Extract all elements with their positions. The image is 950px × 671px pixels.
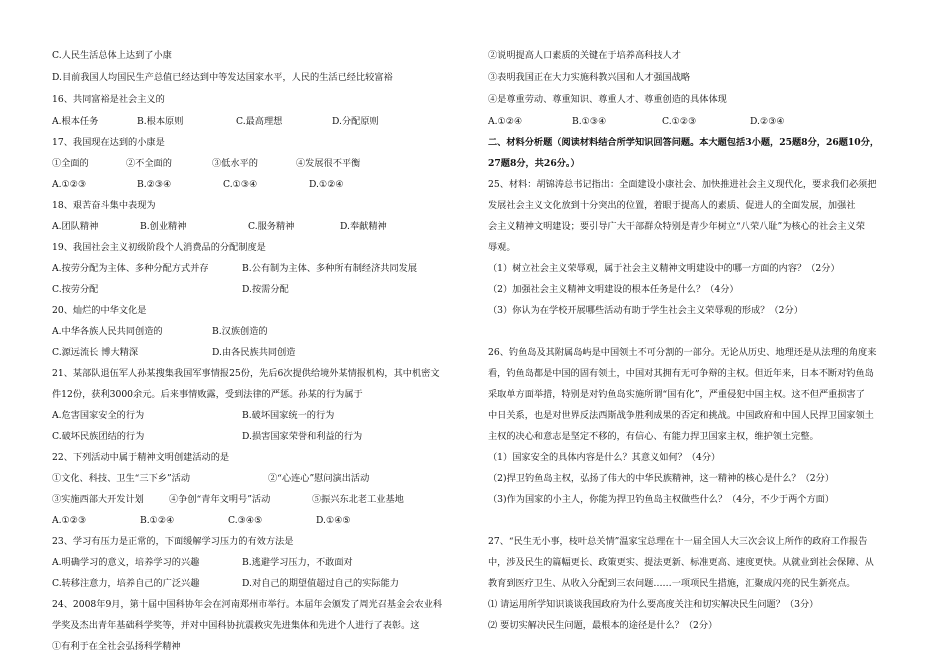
q21-option-b: B.破坏国家统一的行为 (242, 410, 335, 421)
q24-item-1: ①有利于在全社会弘扬科学精神 (52, 641, 181, 652)
q21-options-cd (52, 430, 457, 443)
q17-item-1: ①全面的 (52, 158, 89, 169)
q25-material-line3: 会主义精神文明建设；要引导广大干部群众特别是青少年树立“八荣八耻”为核心的社会主义荣 (488, 221, 865, 232)
q27-material-line1: 27、“民生无小事，枝叶总关情”温家宝总理在十一届全国人大三次会议上所作的政府工作报告 (488, 536, 868, 547)
q20-stem: 20、灿烂的中华文化是 (52, 305, 147, 316)
q24-stem-line2: 学奖及杰出青年基础科学奖等，并对中国科协抗震救灾先进集体和先进个人进行了表彰。这 (52, 620, 420, 631)
q18-options (52, 220, 457, 233)
q26-sub-2: （2)捍卫钓鱼岛主权，弘扬了伟大的中华民族精神，这一精神的核心是什么？（2分） (488, 473, 835, 484)
q23-options-cd (52, 577, 457, 590)
q22-item-1: ①文化、科技、卫生“三下乡”活动 (52, 473, 191, 484)
q22-items-row1 (52, 472, 457, 485)
q17-items (52, 157, 457, 170)
q24-item-3: ③表明我国正在大力实施科教兴国和人才强国战略 (488, 72, 691, 83)
q23-option-a: A.明确学习的意义，培养学习的兴趣 (52, 557, 200, 568)
q22-stem: 22、下列活动中属于精神文明创建活动的是 (52, 452, 230, 463)
q15-option-d: D.目前我国人均国民生产总值已经达到中等发达国家水平，人民的生活已经比较富裕 (52, 72, 393, 83)
q24-stem-line1: 24、2008年9月，第十届中国科协年会在河南郑州市举行。本届年会颁发了周光召基金会农业科 (52, 599, 443, 610)
q16-option-b: B.根本原则 (137, 116, 184, 127)
q25-sub-2: （2）加强社会主义精神文明建设的根本任务是什么？（4分） (488, 284, 739, 295)
q21-option-d: D.损害国家荣誉和利益的行为 (242, 431, 363, 442)
q24-option-a: A.①②④ (488, 116, 523, 127)
q26-material-line3: 采取单方面举措，特别是对钓鱼岛实施所谓“国有化”，严重侵犯中国主权。这不但严重损害了 (488, 389, 865, 400)
q22-item-4: ④争创“青年文明号”活动 (169, 494, 271, 505)
q24-options (488, 115, 908, 128)
q26-sub-3: （3)作为国家的小主人，你能为捍卫钓鱼岛主权做些什么？（4分，不少于两个方面） (488, 494, 835, 505)
q16-option-d: D.分配原则 (332, 116, 379, 127)
q25-material-line1: 25、材料：胡锦涛总书记指出：全面建设小康社会、加快推进社会主义现代化，要求我们必须把 (488, 179, 877, 190)
q22-items-row2 (52, 493, 457, 506)
q20-option-c: C.源远流长 博大精深 (52, 347, 139, 358)
q16-options (52, 115, 457, 128)
q17-item-3: ③低水平的 (212, 158, 258, 169)
q22-item-5: ⑤振兴东北老工业基地 (312, 494, 404, 505)
q18-option-d: D.奉献精神 (340, 221, 387, 232)
q18-stem: 18、艰苦奋斗集中表现为 (52, 200, 156, 211)
q21-stem-line1: 21、某部队退伍军人孙某搜集我国军事情报25份，先后6次提供给境外某情报机构，其中机密文 (52, 368, 440, 379)
q24-option-b: B.①③④ (572, 116, 607, 127)
q19-option-d: D.按需分配 (242, 284, 289, 295)
q22-item-3: ③实施西部大开发计划 (52, 494, 144, 505)
q19-stem: 19、我国社会主义初级阶段个人消费品的分配制度是 (52, 242, 266, 253)
q22-options (52, 514, 457, 527)
q25-material-line2: 发展社会主义文化放到十分突出的位置，着眼于提高人的素质、促进人的全面发展，加强社 (488, 200, 856, 211)
q20-options-cd (52, 346, 457, 359)
q21-stem-line2: 件12份，获利3000余元。后来事情败露，受到法律的严惩。孙某的行为属于 (52, 389, 363, 400)
q21-option-a: A.危害国家安全的行为 (52, 410, 145, 421)
q17-item-2: ②不全面的 (126, 158, 172, 169)
q19-option-b: B.公有制为主体、多种所有制经济共同发展 (242, 263, 418, 274)
q24-item-4: ④是尊重劳动、尊重知识、尊重人才、尊重创造的具体体现 (488, 94, 727, 105)
q24-option-c: C.①②③ (662, 116, 697, 127)
q26-material-line2: 看，钓鱼岛都是中国的固有领土，中国对其拥有无可争辩的主权。但近年来，日本不断对钓鱼岛 (488, 368, 874, 379)
q17-stem: 17、我国现在达到的小康是 (52, 137, 165, 148)
q22-option-b: B.①②④ (140, 515, 175, 526)
q17-option-c: C.①③④ (223, 179, 258, 190)
q22-item-2: ②“心连心”慰问演出活动 (268, 473, 370, 484)
q20-option-d: D.由各民族共同创造 (212, 347, 296, 358)
q20-option-a: A.中华各族人民共同创造的 (52, 326, 163, 337)
q19-options-cd (52, 283, 457, 296)
q23-stem: 23、学习有压力是正常的，下面缓解学习压力的有效方法是 (52, 536, 294, 547)
q20-option-b: B.汉族创造的 (212, 326, 268, 337)
q26-material-line5: 主权的决心和意志是坚定不移的，有信心、有能力捍卫国家主权，维护领土完整。 (488, 431, 819, 442)
q25-sub-1: （1）树立社会主义荣辱观，属于社会主义精神文明建设中的哪一方面的内容？（2分） (488, 263, 840, 274)
q23-option-b: B.逃避学习压力，不敢面对 (242, 557, 353, 568)
q22-option-c: C.③④⑤ (228, 515, 263, 526)
q19-option-c: C.按劳分配 (52, 284, 99, 295)
q17-option-a: A.①②③ (52, 179, 87, 190)
q27-material-line3: 教育到医疗卫生、从收入分配到三农问题……一项项民生措施，汇聚成闪亮的民生新亮点。 (488, 578, 856, 589)
q25-sub-3: （3）你认为在学校开展哪些活动有助于学生社会主义荣辱观的形成？（2分） (488, 305, 803, 316)
q27-sub-1: ⑴ 请运用所学知识谈谈我国政府为什么要高度关注和切实解决民生问题？（3分） (488, 599, 819, 610)
q22-option-d: D.①④⑤ (316, 515, 351, 526)
q21-option-c: C.破坏民族团结的行为 (52, 431, 145, 442)
q22-option-a: A.①②③ (52, 515, 87, 526)
q17-options (52, 178, 457, 191)
q24-option-d: D.②③④ (750, 116, 785, 127)
q26-material-line4: 中日关系，也是对世界反法西斯战争胜利成果的否定和挑战。中国政府和中国人民捍卫国家领土 (488, 410, 874, 421)
q16-option-a: A.根本任务 (52, 116, 99, 127)
q15-option-c: C.人民生活总体上达到了小康 (52, 50, 172, 61)
q16-stem: 16、共同富裕是社会主义的 (52, 94, 165, 105)
q17-item-4: ④发展很不平衡 (296, 158, 361, 169)
q23-options-ab (52, 556, 457, 569)
q18-option-c: C.服务精神 (248, 221, 295, 232)
q17-option-b: B.②③④ (137, 179, 172, 190)
q23-option-c: C.转移注意力，培养自己的广泛兴趣 (52, 578, 200, 589)
q25-material-line4: 辱观。 (488, 242, 516, 253)
q26-sub-1: （1）国家安全的具体内容是什么？其意义如何？（4分） (488, 452, 721, 463)
q20-options-ab (52, 325, 457, 338)
section-2-heading-line1: 二、材料分析题（阅读材料结合所学知识回答问题。本大题包括3小题，25题8分，26题10分， (488, 137, 880, 148)
q24-item-2: ②说明提高人口素质的关键在于培养高科技人才 (488, 50, 681, 61)
q18-option-b: B.创业精神 (140, 221, 187, 232)
q19-options-ab (52, 262, 457, 275)
q19-option-a: A.按劳分配为主体、多种分配方式并存 (52, 263, 209, 274)
q16-option-c: C.最高理想 (236, 116, 283, 127)
q18-option-a: A.团队精神 (52, 221, 99, 232)
section-2-heading-line2: 27题8分，共26分。） (488, 158, 580, 169)
q27-material-line2: 中，涉及民生的篇幅更长、政策更实、提法更新、标准更高、速度更快。从就业到社会保障、从 (488, 557, 874, 568)
q26-material-line1: 26、钓鱼岛及其附属岛屿是中国领土不可分割的一部分。无论从历史、地理还是从法理的角度来 (488, 347, 877, 358)
q27-sub-2: ⑵ 要切实解决民生问题，最根本的途径是什么？（2分） (488, 620, 718, 631)
q21-options-ab (52, 409, 457, 422)
q23-option-d: D.对自己的期望值超过自己的实际能力 (242, 578, 399, 589)
q17-option-d: D.①②④ (309, 179, 344, 190)
